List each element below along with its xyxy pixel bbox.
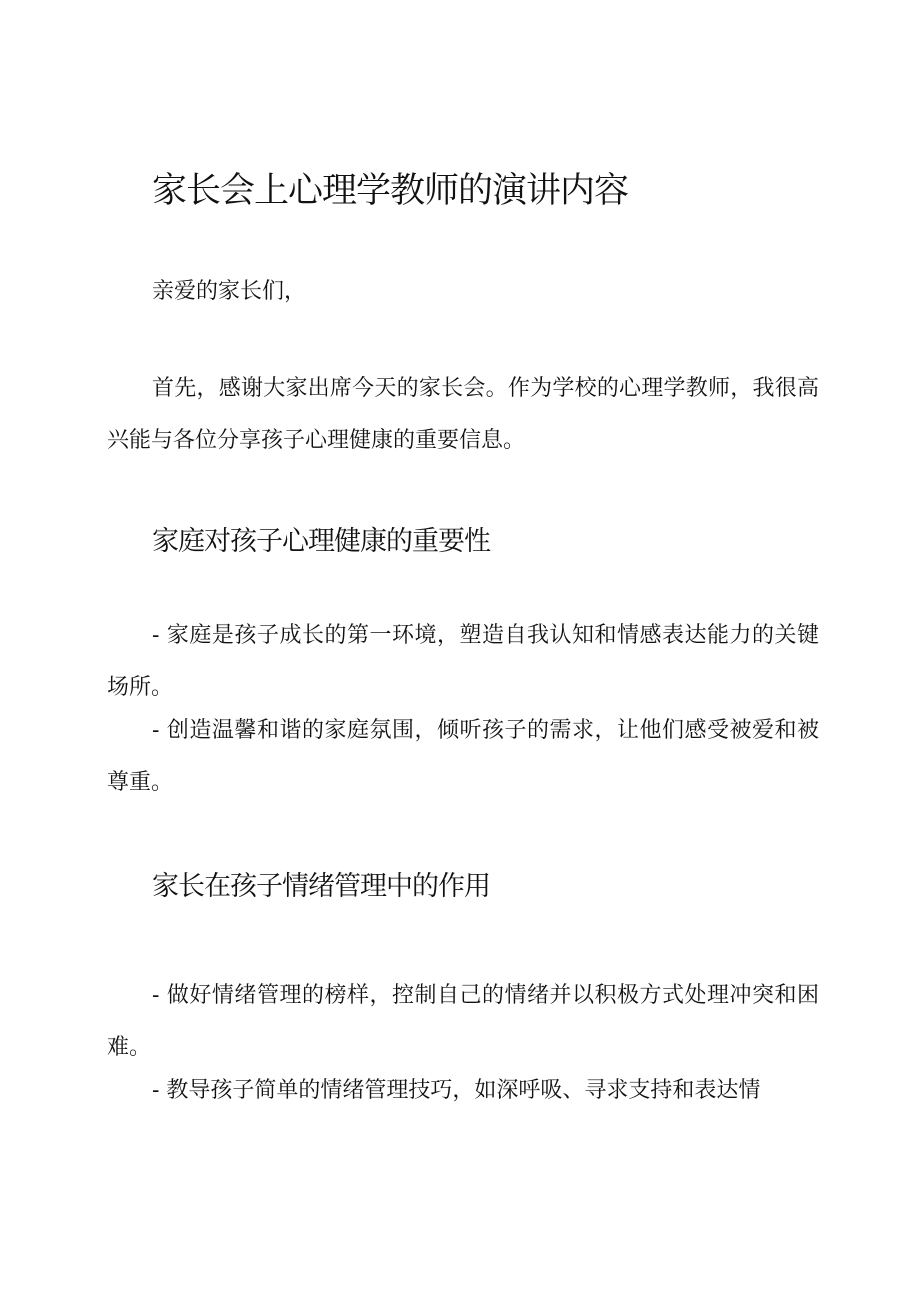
- bullet-paragraph: - 创造温馨和谐的家庭氛围，倾听孩子的需求，让他们感受被爱和被尊重。: [107, 718, 819, 795]
- greeting-paragraph: 亲爱的家长们，: [152, 279, 307, 304]
- page-title: 家长会上心理学教师的演讲内容: [152, 171, 629, 211]
- bullet-paragraph: - 教导孩子简单的情绪管理技巧，如深呼吸、寻求支持和表达情: [152, 1078, 761, 1103]
- bullet-paragraph: - 做好情绪管理的榜样，控制自己的情绪并以积极方式处理冲突和困难。: [107, 983, 819, 1060]
- bullet-paragraph: - 家庭是孩子成长的第一环境，塑造自我认知和情感表达能力的关键场所。: [107, 623, 819, 700]
- section-heading-emotion-management: 家长在孩子情绪管理中的作用: [152, 871, 490, 902]
- section-heading-family-importance: 家庭对孩子心理健康的重要性: [152, 526, 490, 557]
- intro-paragraph: 首先，感谢大家出席今天的家长会。作为学校的心理学教师，我很高兴能与各位分享孩子心理健康的重要信息。: [107, 376, 819, 453]
